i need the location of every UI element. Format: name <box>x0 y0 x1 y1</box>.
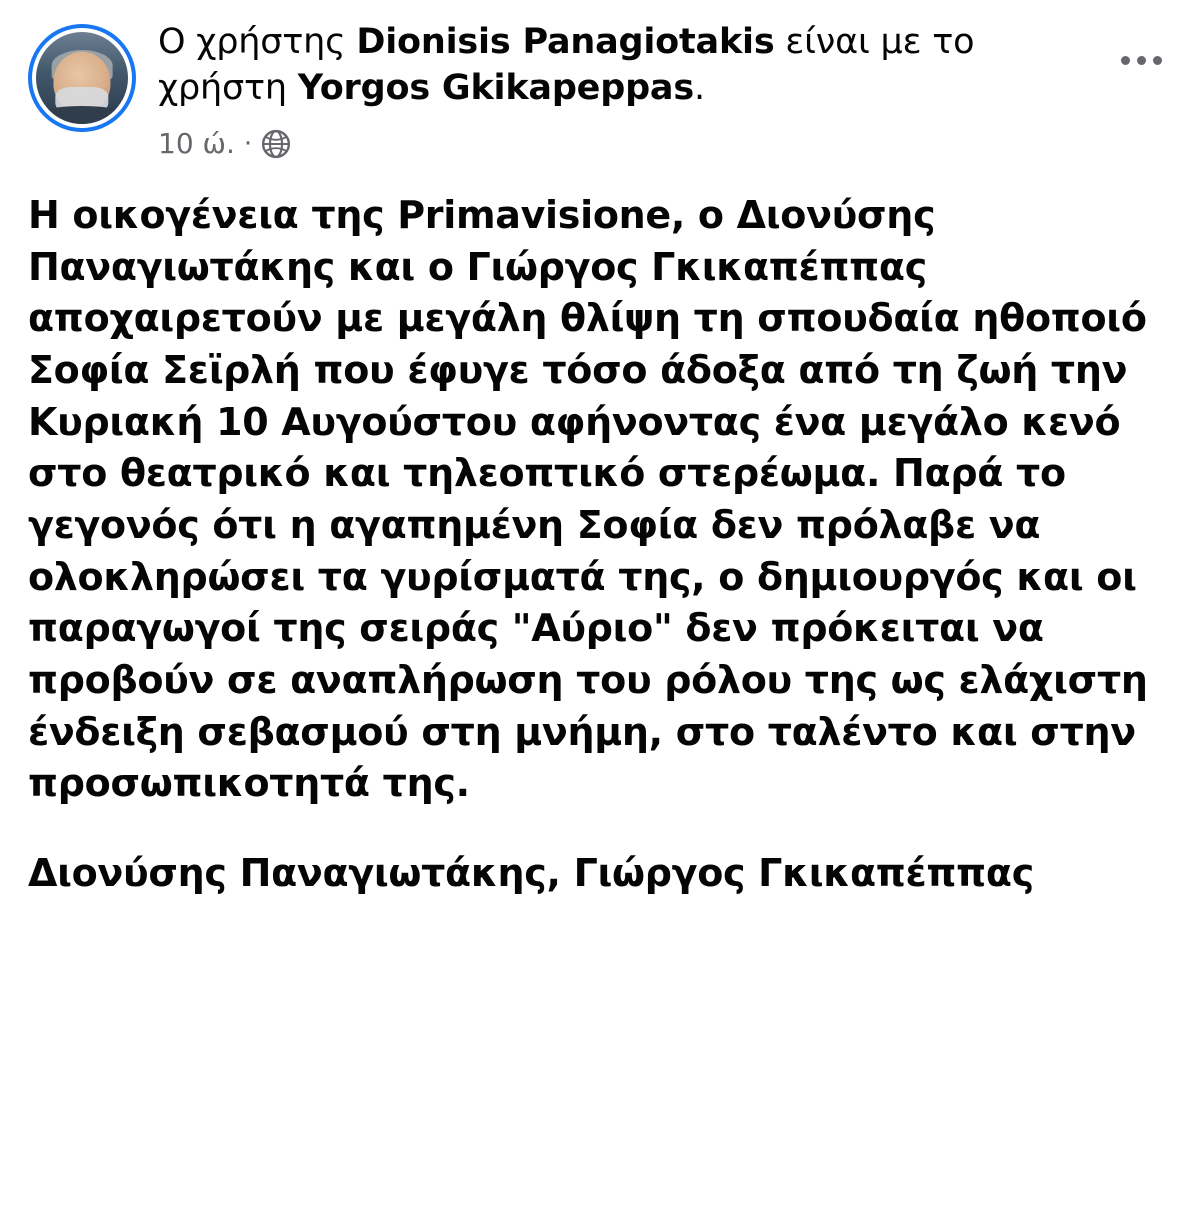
avatar[interactable] <box>28 24 136 132</box>
globe-icon[interactable] <box>261 129 291 159</box>
byline-middle: είναι με το χρήστη <box>158 22 975 108</box>
avatar-image <box>36 32 128 124</box>
post-meta <box>158 127 1102 160</box>
menu-dot <box>1153 56 1162 65</box>
menu-dot <box>1121 56 1130 65</box>
avatar-shoulders <box>36 106 128 124</box>
post-body <box>28 190 1172 900</box>
meta-separator: · <box>243 128 253 159</box>
post-header <box>28 22 1172 160</box>
tagged-user-link[interactable]: Yorgos Gkikapeppas <box>297 67 694 108</box>
post-paragraph: Η οικογένεια της Primavisione, ο Διονύσης Παναγιωτάκης και ο Γιώργος Γκικαπέππας αποχαιρετούν με μεγάλη θλίψη τη σπουδαία ηθοποιό Σοφία Σεϊρλή που έφυγε τόσο άδοξα από τη ζωή την Κυριακή 10 Αυγούστου αφήνοντας ένα μεγάλο κενό στο θεατρικό και τηλεοπτικό στερέωμα. Παρά το γεγονός ότι η αγαπημένη Σοφία δεν πρόλαβε να ολοκληρώσει τα γυρίσματά της, ο δημιουργός και οι παραγωγοί της σειράς "Αύριο" δεν πρόκειται να προβούν σε αναπλήρωση του ρόλου της ως ελάχιστη ένδειξη σεβασμού στη μνήμη, στο ταλέντο και στην προσωπικοτητά της. <box>28 193 1148 806</box>
menu-dot <box>1137 56 1146 65</box>
author-name-link[interactable]: Dionisis Panagiotakis <box>356 22 775 62</box>
post-byline <box>158 20 1102 111</box>
byline-suffix: . <box>693 67 705 108</box>
post-header-text <box>136 20 1172 160</box>
more-options-icon[interactable] <box>1114 38 1168 82</box>
post-paragraph: Διονύσης Παναγιωτάκης, Γιώργος Γκικαπέππας <box>28 851 1034 896</box>
post-timestamp[interactable]: 10 ώ. <box>158 127 235 160</box>
byline-prefix: Ο χρήστης <box>158 22 357 62</box>
